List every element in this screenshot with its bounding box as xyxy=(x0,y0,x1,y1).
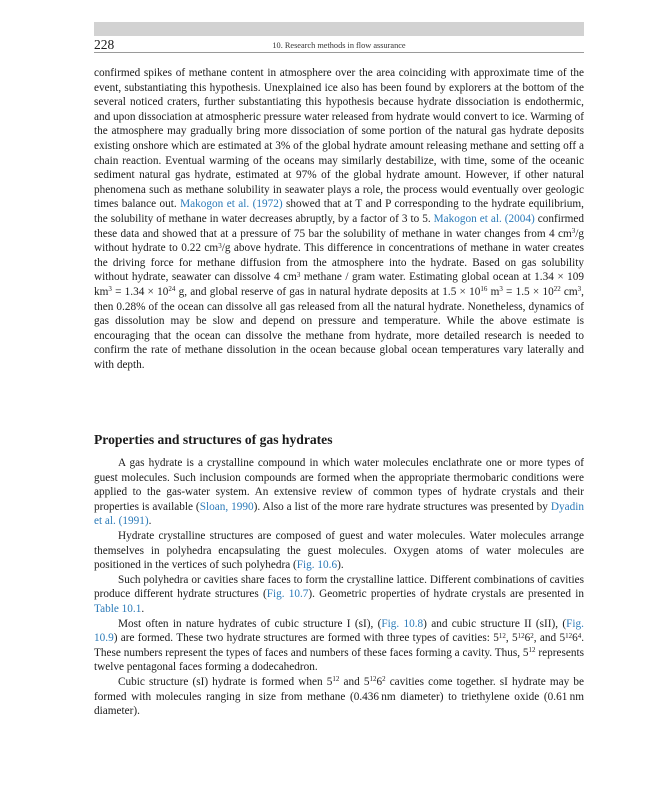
citation-link[interactable]: Makogon et al. (2004) xyxy=(433,212,535,225)
paragraph: Cubic structure (sI) hydrate is formed when $5^{12}$ and $5^{12}6^2$ cavities come together. sI hydrate may be formed with molecules ranging in size from methane (0.436 nm diameter) to triethylene oxide (0.61 nm diameter). xyxy=(94,675,584,718)
figure-link[interactable]: Fig. 10.6 xyxy=(296,559,338,572)
page-number: 228 xyxy=(94,37,115,52)
table-link[interactable]: Table 10.1 xyxy=(94,602,142,615)
citation-link[interactable]: Dyadin et al. (1991) xyxy=(94,500,584,528)
running-head: 10. Research methods in flow assurance xyxy=(272,41,406,50)
figure-link[interactable]: Fig. 10.8 xyxy=(381,617,424,630)
paragraph: Such polyhedra or cavities share faces to form the crystalline lattice. Different combinations of cavities produce different hydrate structures (Fig. 10.7). Geometric properties of hydrate crystals are presented in Table 10.1. xyxy=(94,573,584,615)
paragraph: A gas hydrate is a crystalline compound in which water molecules enclathrate one or more types of guest molecules. Such inclusion compounds are formed when the appropriate thermobaric conditions were applied to the gas-water system. An extensive review of common types of hydrate crystals and their properties is available (Sloan, 1990). Also a list of the more rare hydrate structures was presented by Dyadin et al. (1991). xyxy=(94,457,584,528)
header-divider xyxy=(94,52,584,53)
figure-link[interactable]: Fig. 10.9 xyxy=(94,617,584,645)
citation-link[interactable]: Makogon et al. (1972) xyxy=(180,198,283,211)
citation-link[interactable]: Sloan, 1990 xyxy=(199,500,254,513)
body-text-section xyxy=(94,456,584,719)
section-heading: Properties and structures of gas hydrates xyxy=(94,432,333,447)
paragraph-continuation: confirmed spikes of methane content in atmosphere over the area coinciding with approximate time of the event, substantiating this hypothesis. Unexplained ice also has been found by explorers at the bottom of the several noticed craters, further substantiating this hypothesis because hydrate dissociation is endothermic, and upon dissociation at atmospheric pressure water released from hydrate would convert to ice. Warming of the atmosphere may gradually bring more dissociation of some portion of the natural gas hydrate deposits existing onshore which are estimated at 3% of the global hydrate amount releasing methane and setting off a chain reaction. Eventual warming of the oceans may similarly destabilize, with time, some of the oceanic sediment natural gas hydrate, estimated at 97% of the global hydrate amount. However, if other natural phenomena such as methane solubility in seawater plays a role, the process would eventually over geologic times balance out. Makogon et al. (1972) showed that at T and P corresponding to the hydrate equilibrium, the solubility of methane in water decreases abruptly, by a factor of 3 to 5. Makogon et al. (2004) confirmed these data and showed that at a pressure of 75 bar the solubility of methane in water changes from 4 $cm^3/g$ without hydrate to 0.22 $cm^3/g$ above hydrate. This difference in concentrations of methane in water creates the driving force for methane diffusion from the atmosphere into the hydrate. Based on gas solubility without hydrate, seawater can dissolve 4 $cm^3$ methane / gram water. Estimating global ocean at 1.34 × 109 $km^3 = 1.34 \times 10^{24}$ g, and global reserve of gas in natural hydrate deposits at $1.5 \times 10^{16}$ $m^3 = 1.5 \times 10^{22}$ $cm^3$, then 0.28% of the ocean can dissolve all gas released from all the natural hydrate. Nonetheless, dynamics of gas dissolution may be slow and depend on pressure and temperature. While the above estimate is encouraging that the ocean can dissolve the methane from hydrate, more detailed research is needed to confirm the rate of methane dissolution in the ocean because global ocean temperatures vary laterally and with depth. xyxy=(94,67,585,371)
paragraph: Most often in nature hydrates of cubic structure I (sI), (Fig. 10.8) and cubic structure II (sII), (Fig. 10.9) are formed. These two hydrate structures are formed with three types of cavities: $5^{12}$, $5^{12}6^2$, and $5^{12}6^4$. These numbers represent the types of faces and numbers of these faces forming a cavity. Thus, $5^{12}$ represents twelve pentagonal faces forming a dodecahedron. xyxy=(94,617,585,674)
body-text-top xyxy=(94,66,584,372)
header-bar xyxy=(94,22,584,36)
paragraph: Hydrate crystalline structures are composed of guest and water molecules. Water molecules arrange themselves in polyhedra encapsulating the guest molecules. Oxygen atoms of water molecules are positioned in the vertices of such polyhedra (Fig. 10.6). xyxy=(94,529,584,572)
figure-link[interactable]: Fig. 10.7 xyxy=(266,588,309,601)
